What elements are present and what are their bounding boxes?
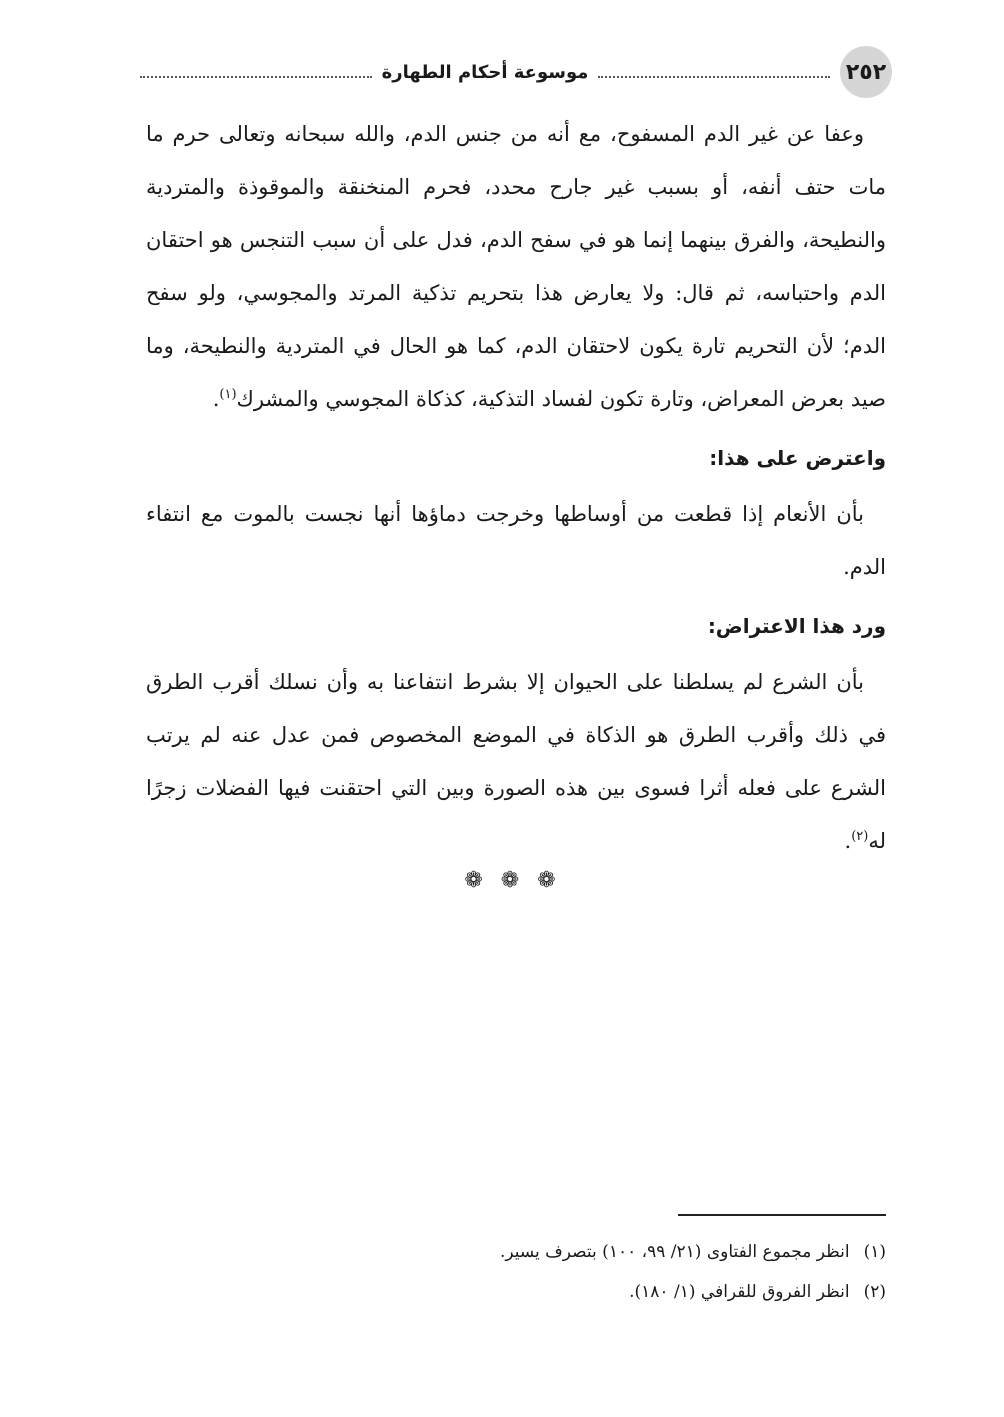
paragraph-1-text: وعفا عن غير الدم المسفوح، مع أنه من جنس الدم، والله سبحانه وتعالى حرم ما مات حتف أنفه، أو بسبب غير جارح محدد، فحرم المنخنقة والموقوذة والمتردية والنطيحة، والفرق بينهما إنما هو في سفح الدم، فدل على أن سبب التنجس هو احتقان الدم واحتباسه، ثم قال: ولا يعارض هذا بتحريم تذكية المرتد والمجوسي، ولو سفح الدم؛ لأن التحريم تارة يكون لاحتقان الدم، كما هو الحال في المتردية والنطيحة، وما صيد بعرض المعراض، وتارة تكون لفساد التذكية، كذكاة المجوسي والمشرك (146, 122, 886, 411)
paragraph-3-end: . (844, 829, 852, 853)
footnote-separator (678, 1214, 886, 1216)
body-text (146, 108, 886, 868)
paragraph-3 (146, 656, 886, 868)
section-divider-ornaments (0, 868, 1004, 893)
flower-ornament-icon: ❁ (500, 868, 530, 893)
book-title: موسوعة أحكام الطهارة (381, 61, 589, 83)
footnote-number: (١) (863, 1242, 886, 1262)
footnote-ref-1: (١) (219, 387, 237, 402)
page-header (140, 46, 892, 98)
flower-ornament-icon: ❁ (464, 868, 493, 893)
paragraph-2: بأن الأنعام إذا قطعت من أوساطها وخرجت دماؤها أنها نجست بالموت مع انتفاء الدم. (146, 502, 886, 579)
footnote-2 (146, 1272, 886, 1312)
flower-ornament-icon: ❁ (537, 868, 566, 893)
paragraph-1 (146, 108, 886, 426)
page-number: ٢٥٢ (840, 46, 892, 98)
footnote-text: انظر الفروق للقرافي (١/ ١٨٠). (629, 1282, 850, 1302)
footnote-1 (146, 1232, 886, 1272)
heading-objection: واعترض على هذا: (709, 446, 886, 470)
footnotes (146, 1232, 886, 1312)
paragraph-3-text: بأن الشرع لم يسلطنا على الحيوان إلا بشرط انتفاعنا به وأن نسلك أقرب الطرق في ذلك وأقرب الطرق هو الذكاة في الموضع المخصوص فمن عدل عنه لم يرتب الشرع على فعله أثرا فسوى بين هذه الصورة وبين التي احتقنت فيها الفضلات زجرًا له (146, 670, 886, 853)
header-dotted-line-left (140, 76, 372, 78)
header-dotted-line-right (598, 76, 830, 78)
footnote-number: (٢) (863, 1282, 886, 1302)
footnote-ref-2: (٢) (851, 829, 869, 844)
paragraph-1-end: . (212, 387, 220, 411)
heading-response: ورد هذا الاعتراض: (707, 614, 886, 638)
footnote-text: انظر مجموع الفتاوى (٢١/ ٩٩، ١٠٠) بتصرف يسير. (499, 1242, 850, 1262)
